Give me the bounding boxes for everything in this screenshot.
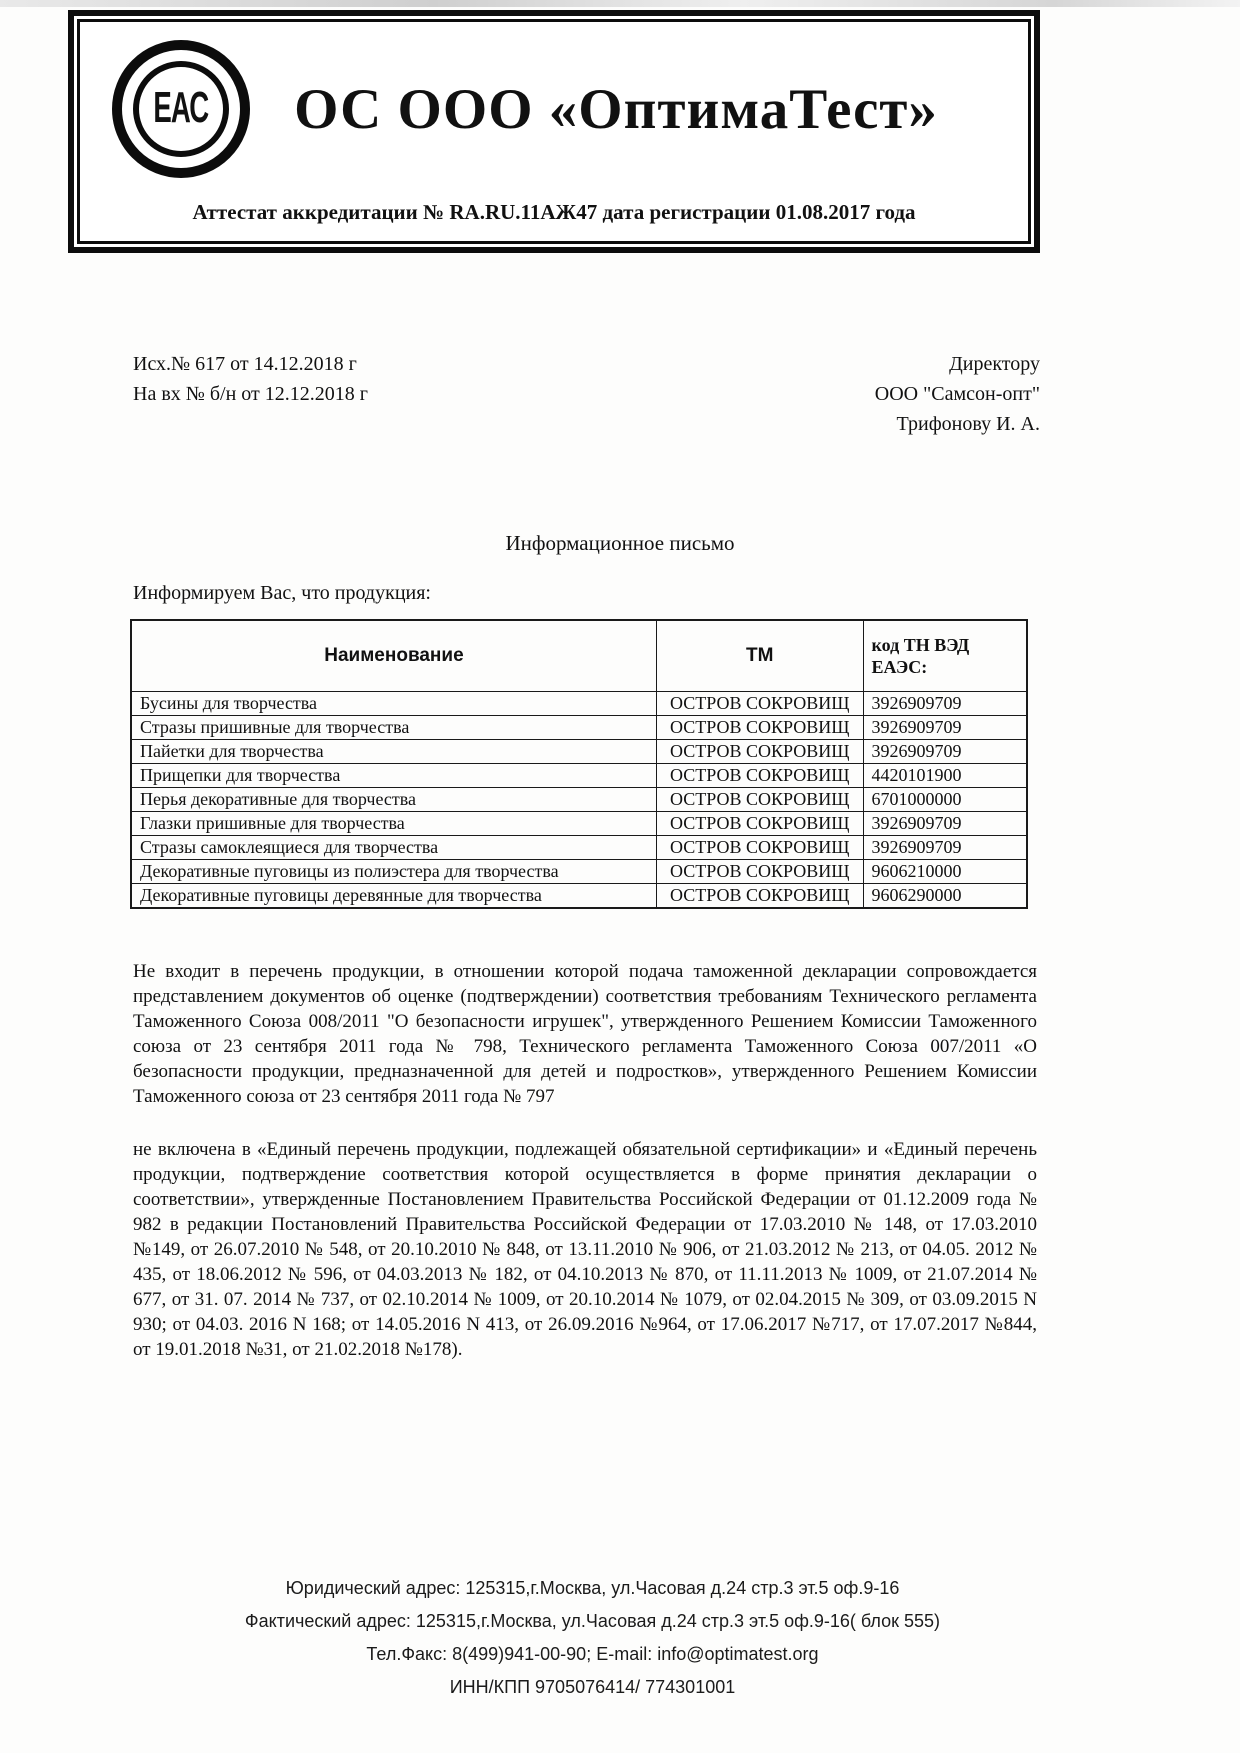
cell-tm: ОСТРОВ СОКРОВИЩ bbox=[656, 860, 863, 884]
cell-code: 3926909709 bbox=[863, 716, 1027, 740]
products-table bbox=[130, 619, 1028, 909]
footer-legal-address: Юридический адрес: 125315,г.Москва, ул.Часовая д.24 стр.3 эт.5 оф.9-16 bbox=[285, 1578, 900, 1598]
products-table-body bbox=[131, 692, 1027, 909]
letterhead-inner-border bbox=[77, 19, 1031, 244]
addressee-block bbox=[875, 349, 1040, 439]
cell-code: 3926909709 bbox=[863, 812, 1027, 836]
eac-logo-text: ЕАС bbox=[153, 84, 209, 133]
cell-tm: ОСТРОВ СОКРОВИЩ bbox=[656, 764, 863, 788]
intro-line: Информируем Вас, что продукция: bbox=[133, 582, 431, 604]
cell-name: Стразы пришивные для творчества bbox=[131, 716, 656, 740]
reference-addressee-row bbox=[133, 349, 1040, 439]
footer-phone-email: Тел.Факс: 8(499)941-00-90; E-mail: info@optimatest.org bbox=[366, 1644, 819, 1664]
cell-tm: ОСТРОВ СОКРОВИЩ bbox=[656, 836, 863, 860]
footer-inn-kpp: ИНН/КПП 9705076414/ 774301001 bbox=[449, 1677, 736, 1697]
addressee-company: ООО "Самсон-опт" bbox=[874, 383, 1040, 405]
cell-code: 9606210000 bbox=[863, 860, 1027, 884]
column-header-code: код ТН ВЭД ЕАЭС: bbox=[863, 620, 1027, 692]
footer-actual-address: Фактический адрес: 125315,г.Москва, ул.Часовая д.24 стр.3 эт.5 оф.9-16( блок 555) bbox=[244, 1611, 941, 1631]
cell-code: 3926909709 bbox=[863, 692, 1027, 716]
cell-name: Бусины для творчества bbox=[131, 692, 656, 716]
cell-name: Прищепки для творчества bbox=[131, 764, 656, 788]
footer-contacts bbox=[0, 1572, 1185, 1704]
cell-tm: ОСТРОВ СОКРОВИЩ bbox=[656, 884, 863, 909]
cell-tm: ОСТРОВ СОКРОВИЩ bbox=[656, 692, 863, 716]
table-row bbox=[131, 716, 1027, 740]
organization-name: ОС ООО «ОптимаТест» bbox=[294, 77, 938, 141]
cell-tm: ОСТРОВ СОКРОВИЩ bbox=[656, 716, 863, 740]
column-header-name: Наименование bbox=[131, 620, 656, 692]
column-header-tm: ТМ bbox=[656, 620, 863, 692]
cell-name: Пайетки для творчества bbox=[131, 740, 656, 764]
products-table-head bbox=[131, 620, 1027, 692]
table-row bbox=[131, 884, 1027, 909]
cell-tm: ОСТРОВ СОКРОВИЩ bbox=[656, 740, 863, 764]
addressee-person: Трифонову И. А. bbox=[896, 413, 1040, 435]
cell-tm: ОСТРОВ СОКРОВИЩ bbox=[656, 788, 863, 812]
incoming-number: На вх № б/н от 12.12.2018 г bbox=[133, 383, 368, 405]
cell-code: 4420101900 bbox=[863, 764, 1027, 788]
paragraph-regulations: Не входит в перечень продукции, в отношении которой подача таможенной декларации сопровождается представлением документов об оценке (подтверждении) соответствия требованиям Технического регламента Таможенного Союза 008/2011 "О безопасности игрушек", утвержденного Решением Комиссии Таможенного союза от 23 сентября 2011 года № 798, Технического регламента Таможенного Союза 007/2011 «О безопасности продукции, предназначенной для детей и подростков», утвержденного Решением Комиссии Таможенного союза от 23 сентября 2011 года № 797 bbox=[133, 961, 1037, 1107]
letterhead-brand-row bbox=[106, 40, 1002, 178]
letter-title: Информационное письмо bbox=[505, 531, 735, 555]
paragraph-certification-list: не включена в «Единый перечень продукции, подлежащей обязательной сертификации» и «Единый перечень продукции, подтверждение соответствия которой осуществляется в форме принятия декларации о соответствии», утвержденные Постановлением Правительства Российской Федерации от 01.12.2009 года № 982 в редакции Постановлений Правительства Российской Федерации от 17.03.2010 № 148, от 17.03.2010 №149, от 26.07.2010 № 548, от 20.10.2010 № 848, от 13.11.2010 № 906, от 21.03.2012 № 213, от 04.05. 2012 № 435, от 18.06.2012 № 596, от 04.03.2013 № 182, от 04.10.2013 № 870, от 11.11.2013 № 1009, от 21.07.2014 № 677, от 31. 07. 2014 № 737, от 02.10.2014 № 1009, от 20.10.2014 № 1079, от 02.04.2015 № 309, от 03.09.2015 N 930; от 04.03. 2016 N 168; от 14.05.2016 N 413, от 26.09.2016 №964, от 17.06.2017 №717, от 17.07.2017 №844, от 19.01.2018 №31, от 21.02.2018 №178). bbox=[133, 1139, 1037, 1360]
table-header-row bbox=[131, 620, 1027, 692]
table-row bbox=[131, 764, 1027, 788]
eac-logo-icon bbox=[112, 40, 250, 178]
table-row bbox=[131, 692, 1027, 716]
cell-name: Декоративные пуговицы из полиэстера для творчества bbox=[131, 860, 656, 884]
table-row bbox=[131, 812, 1027, 836]
cell-code: 9606290000 bbox=[863, 884, 1027, 909]
cell-name: Стразы самоклеящиеся для творчества bbox=[131, 836, 656, 860]
table-row bbox=[131, 740, 1027, 764]
table-row bbox=[131, 836, 1027, 860]
cell-name: Глазки пришивные для творчества bbox=[131, 812, 656, 836]
cell-name: Декоративные пуговицы деревянные для творчества bbox=[131, 884, 656, 909]
cell-code: 3926909709 bbox=[863, 740, 1027, 764]
accreditation-line: Аттестат аккредитации № RA.RU.11АЖ47 дата регистрации 01.08.2017 года bbox=[192, 200, 916, 224]
addressee-title: Директору bbox=[949, 353, 1040, 375]
cell-tm: ОСТРОВ СОКРОВИЩ bbox=[656, 812, 863, 836]
outgoing-number: Исх.№ 617 от 14.12.2018 г bbox=[133, 353, 357, 375]
eac-logo-inner-ring bbox=[133, 61, 229, 157]
cell-code: 3926909709 bbox=[863, 836, 1027, 860]
cell-name: Перья декоративные для творчества bbox=[131, 788, 656, 812]
reference-numbers bbox=[133, 349, 368, 439]
cell-code: 6701000000 bbox=[863, 788, 1027, 812]
letterhead-box bbox=[68, 10, 1040, 253]
table-row bbox=[131, 788, 1027, 812]
table-row bbox=[131, 860, 1027, 884]
